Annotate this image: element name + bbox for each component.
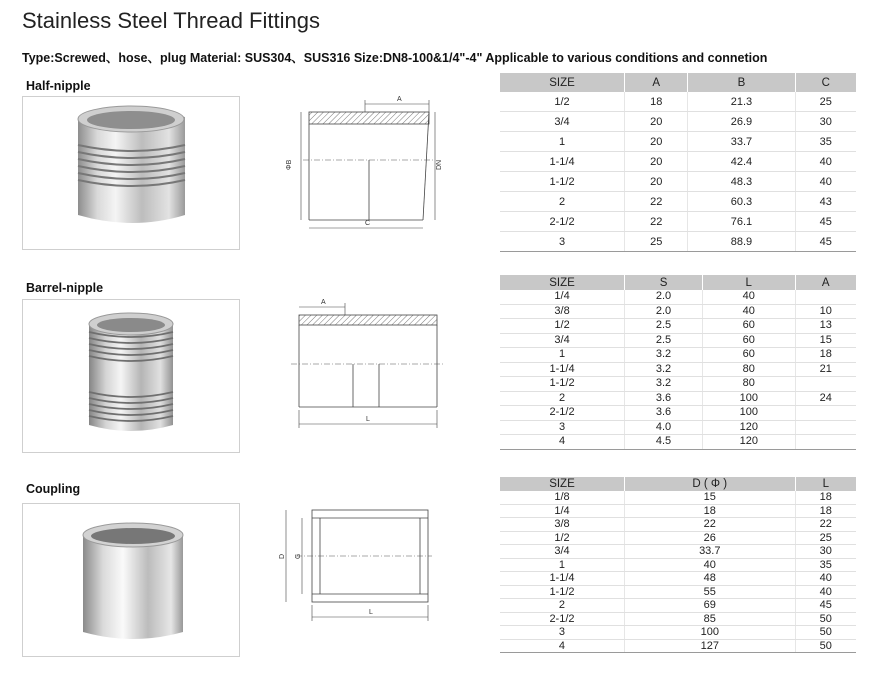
table-cell: 1/4	[500, 504, 624, 518]
half-nipple-photo	[22, 96, 240, 250]
dim-label-a: A	[321, 299, 326, 306]
table-row	[500, 531, 856, 545]
table-cell: 2-1/2	[500, 612, 624, 626]
table-header-row	[500, 275, 856, 290]
table-cell: 3/4	[500, 112, 625, 132]
table-cell: 18	[625, 92, 688, 112]
column-header: L	[795, 477, 856, 491]
table-cell: 43	[795, 192, 856, 212]
table-cell: 24	[795, 391, 856, 406]
table-cell: 3.6	[625, 406, 703, 421]
table-row	[500, 612, 856, 626]
table-cell: 22	[795, 518, 856, 532]
table-cell: 100	[702, 406, 795, 421]
table-row	[500, 319, 856, 334]
table-cell: 1	[500, 558, 624, 572]
table-cell: 60	[702, 319, 795, 334]
column-header: C	[795, 73, 856, 92]
column-header: B	[688, 73, 795, 92]
table-cell	[795, 420, 856, 435]
table-cell: 15	[795, 333, 856, 348]
table-cell: 40	[795, 572, 856, 586]
table-row	[500, 377, 856, 392]
table-cell: 25	[795, 531, 856, 545]
table-cell: 2	[500, 192, 625, 212]
table-row	[500, 406, 856, 421]
table-cell: 69	[624, 599, 795, 613]
table-row	[500, 545, 856, 559]
table-cell: 1/2	[500, 531, 624, 545]
table-cell: 80	[702, 362, 795, 377]
table-row	[500, 518, 856, 532]
table-cell: 120	[702, 435, 795, 450]
table-cell	[795, 406, 856, 421]
table-row	[500, 172, 856, 192]
table-cell: 18	[624, 504, 795, 518]
table-cell: 1/2	[500, 92, 625, 112]
table-cell: 18	[795, 348, 856, 363]
table-row	[500, 626, 856, 640]
table-row	[500, 362, 856, 377]
table-cell: 3	[500, 626, 624, 640]
table-row	[500, 232, 856, 252]
table-cell: 1/8	[500, 491, 624, 504]
coupling-table	[500, 477, 856, 653]
table-cell: 76.1	[688, 212, 795, 232]
dim-label-b: ΦB	[286, 159, 293, 170]
table-cell: 1-1/4	[500, 362, 625, 377]
table-row	[500, 152, 856, 172]
barrel-nipple-photo	[22, 299, 240, 453]
table-cell: 88.9	[688, 232, 795, 252]
column-header: L	[702, 275, 795, 290]
dim-label-l: L	[366, 416, 370, 423]
table-cell: 26.9	[688, 112, 795, 132]
table-row	[500, 348, 856, 363]
table-row	[500, 639, 856, 653]
table-row	[500, 192, 856, 212]
table-cell: 20	[625, 172, 688, 192]
section-label-half-nipple: Half-nipple	[26, 79, 91, 93]
table-cell: 45	[795, 599, 856, 613]
table-cell: 3.2	[625, 348, 703, 363]
table-cell: 4	[500, 435, 625, 450]
half-nipple-table	[500, 73, 856, 252]
dim-label-l: L	[369, 609, 373, 616]
table-row	[500, 572, 856, 586]
table-cell: 1/4	[500, 290, 625, 304]
table-cell: 85	[624, 612, 795, 626]
table-cell: 22	[625, 212, 688, 232]
table-cell: 3/8	[500, 518, 624, 532]
half-nipple-drawing	[283, 90, 443, 240]
column-header: A	[625, 73, 688, 92]
table-cell: 45	[795, 232, 856, 252]
table-cell: 1	[500, 132, 625, 152]
page-subtitle: Type:Screwed、hose、plug Material: SUS304、SUS316 Size:DN8-100&1/4"-4" Applicable to various conditions and connetion	[22, 51, 768, 65]
section-label-barrel-nipple: Barrel-nipple	[26, 281, 104, 295]
coupling-drawing	[272, 505, 437, 630]
table-cell: 42.4	[688, 152, 795, 172]
table-cell: 4.5	[625, 435, 703, 450]
table-cell: 100	[624, 626, 795, 640]
table-cell: 1-1/2	[500, 172, 625, 192]
table-cell: 60	[702, 348, 795, 363]
table-row	[500, 585, 856, 599]
table-cell	[795, 435, 856, 450]
column-header: A	[795, 275, 856, 290]
table-cell: 3	[500, 232, 625, 252]
table-cell: 50	[795, 612, 856, 626]
table-cell: 48	[624, 572, 795, 586]
table-cell: 50	[795, 626, 856, 640]
table-cell: 2.0	[625, 304, 703, 319]
table-cell: 3/4	[500, 545, 624, 559]
table-cell: 127	[624, 639, 795, 653]
table-row	[500, 599, 856, 613]
table-cell: 50	[795, 639, 856, 653]
table-cell: 60.3	[688, 192, 795, 212]
table-cell: 55	[624, 585, 795, 599]
table-cell: 40	[795, 585, 856, 599]
table-header-row	[500, 73, 856, 92]
table-row	[500, 290, 856, 304]
table-row	[500, 333, 856, 348]
column-header: SIZE	[500, 275, 625, 290]
section-label-coupling: Coupling	[26, 482, 81, 496]
table-cell: 3.6	[625, 391, 703, 406]
table-row	[500, 491, 856, 504]
table-cell: 18	[795, 491, 856, 504]
table-row	[500, 112, 856, 132]
dim-label-c: C	[365, 220, 371, 227]
table-cell: 40	[702, 290, 795, 304]
table-cell: 15	[624, 491, 795, 504]
table-row	[500, 558, 856, 572]
table-cell: 3/8	[500, 304, 625, 319]
table-cell: 20	[625, 112, 688, 132]
table-cell: 3	[500, 420, 625, 435]
table-row	[500, 132, 856, 152]
table-cell: 30	[795, 545, 856, 559]
table-cell: 1	[500, 348, 625, 363]
table-cell: 1/2	[500, 319, 625, 334]
barrel-nipple-drawing	[283, 292, 448, 442]
table-cell: 30	[795, 112, 856, 132]
dim-label-d: D	[279, 553, 286, 559]
barrel-nipple-table	[500, 275, 856, 450]
table-row	[500, 304, 856, 319]
table-cell: 35	[795, 558, 856, 572]
table-cell: 2	[500, 599, 624, 613]
table-cell: 100	[702, 391, 795, 406]
table-cell: 40	[702, 304, 795, 319]
table-cell: 20	[625, 132, 688, 152]
table-cell: 22	[624, 518, 795, 532]
table-cell: 22	[625, 192, 688, 212]
table-cell: 80	[702, 377, 795, 392]
table-cell: 120	[702, 420, 795, 435]
table-cell	[795, 290, 856, 304]
table-cell: 3/4	[500, 333, 625, 348]
table-header-row	[500, 477, 856, 491]
table-row	[500, 504, 856, 518]
table-cell: 33.7	[624, 545, 795, 559]
table-cell: 4.0	[625, 420, 703, 435]
coupling-photo	[22, 503, 240, 657]
table-cell: 2-1/2	[500, 212, 625, 232]
table-cell: 60	[702, 333, 795, 348]
table-cell: 21	[795, 362, 856, 377]
table-cell: 26	[624, 531, 795, 545]
table-row	[500, 212, 856, 232]
table-cell: 48.3	[688, 172, 795, 192]
table-cell: 20	[625, 152, 688, 172]
column-header: SIZE	[500, 477, 624, 491]
table-cell: 40	[795, 152, 856, 172]
table-cell: 2.5	[625, 319, 703, 334]
table-cell: 21.3	[688, 92, 795, 112]
dim-label-g: G	[295, 553, 302, 559]
table-cell: 35	[795, 132, 856, 152]
column-header: S	[625, 275, 703, 290]
page-title: Stainless Steel Thread Fittings	[22, 8, 320, 33]
dim-label-dn: DN	[436, 159, 443, 170]
table-cell: 2-1/2	[500, 406, 625, 421]
table-cell: 1-1/2	[500, 377, 625, 392]
table-row	[500, 435, 856, 450]
column-header: D ( Φ )	[624, 477, 795, 491]
table-cell: 2.0	[625, 290, 703, 304]
table-cell: 40	[624, 558, 795, 572]
table-cell: 2.5	[625, 333, 703, 348]
table-cell: 25	[625, 232, 688, 252]
table-cell	[795, 377, 856, 392]
table-cell: 4	[500, 639, 624, 653]
table-cell: 13	[795, 319, 856, 334]
column-header: SIZE	[500, 73, 625, 92]
table-cell: 33.7	[688, 132, 795, 152]
table-cell: 45	[795, 212, 856, 232]
dim-label-a: A	[397, 96, 402, 103]
table-cell: 18	[795, 504, 856, 518]
table-cell: 1-1/4	[500, 572, 624, 586]
table-row	[500, 391, 856, 406]
table-cell: 10	[795, 304, 856, 319]
table-cell: 25	[795, 92, 856, 112]
table-row	[500, 420, 856, 435]
table-row	[500, 92, 856, 112]
table-cell: 3.2	[625, 362, 703, 377]
table-cell: 1-1/2	[500, 585, 624, 599]
table-cell: 40	[795, 172, 856, 192]
table-cell: 2	[500, 391, 625, 406]
table-cell: 3.2	[625, 377, 703, 392]
table-cell: 1-1/4	[500, 152, 625, 172]
